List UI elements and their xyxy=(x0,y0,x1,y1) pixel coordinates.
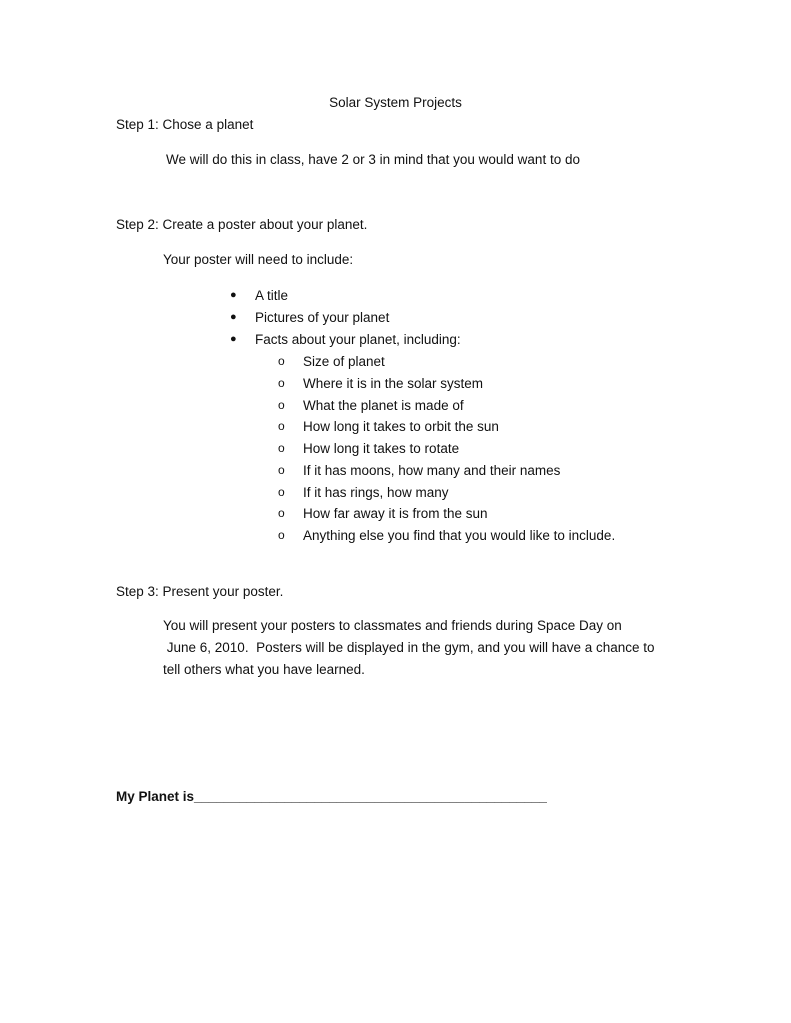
list-item xyxy=(230,308,389,326)
sub-list-item xyxy=(278,396,464,414)
list-item-text: Facts about your planet, including: xyxy=(255,331,461,347)
bullet-marker: ● xyxy=(230,311,237,323)
step3-line-2: June 6, 2010. Posters will be displayed in the gym, and you will have a chance to xyxy=(163,640,655,655)
sub-list-item xyxy=(278,374,483,392)
sub-marker: o xyxy=(278,441,285,455)
sub-list-item xyxy=(278,439,459,457)
step2-intro: Your poster will need to include: xyxy=(163,252,354,267)
sub-marker: o xyxy=(278,376,285,390)
sub-marker: o xyxy=(278,506,285,520)
sub-list-item-text: Size of planet xyxy=(303,353,385,369)
sub-list-item-text: Anything else you find that you would like to include. xyxy=(303,527,616,543)
step3-heading: Step 3: Present your poster. xyxy=(116,584,284,599)
sub-list-item-text: How far away it is from the sun xyxy=(303,505,488,521)
step1-heading: Step 1: Chose a planet xyxy=(116,117,254,132)
sub-list-item-text: If it has rings, how many xyxy=(303,484,449,500)
sub-list-item xyxy=(278,504,488,522)
sub-list-item-text: How long it takes to rotate xyxy=(303,440,460,456)
sub-list-item-text: What the planet is made of xyxy=(303,397,464,413)
sub-list-item-text: If it has moons, how many and their names xyxy=(303,462,561,478)
document-title: Solar System Projects xyxy=(329,95,462,110)
sub-list-item xyxy=(278,461,560,479)
sub-list-item xyxy=(278,417,499,435)
sub-marker: o xyxy=(278,463,285,477)
bullet-marker: ● xyxy=(230,289,237,301)
step1-detail: We will do this in class, have 2 or 3 in mind that you would want to do xyxy=(166,152,580,167)
sub-list-item xyxy=(278,526,615,544)
bullet-marker: ● xyxy=(230,333,237,345)
sub-list-item xyxy=(278,483,449,501)
sub-marker: o xyxy=(278,528,285,542)
sub-list-item xyxy=(278,352,385,370)
my-planet-blank: My Planet is_______________________________________________ xyxy=(116,789,547,804)
step3-line-3: tell others what you have learned. xyxy=(163,662,365,677)
list-item xyxy=(230,330,461,348)
list-item-text: A title xyxy=(255,287,289,303)
step2-heading: Step 2: Create a poster about your planet. xyxy=(116,217,368,232)
sub-list-item-text: How long it takes to orbit the sun xyxy=(303,418,499,434)
sub-marker: o xyxy=(278,398,285,412)
list-item xyxy=(230,286,288,304)
list-item-text: Pictures of your planet xyxy=(255,309,390,325)
sub-list-item-text: Where it is in the solar system xyxy=(303,375,484,391)
sub-marker: o xyxy=(278,485,285,499)
step3-line-1: You will present your posters to classmates and friends during Space Day on xyxy=(163,618,622,633)
sub-marker: o xyxy=(278,419,285,433)
sub-marker: o xyxy=(278,354,285,368)
